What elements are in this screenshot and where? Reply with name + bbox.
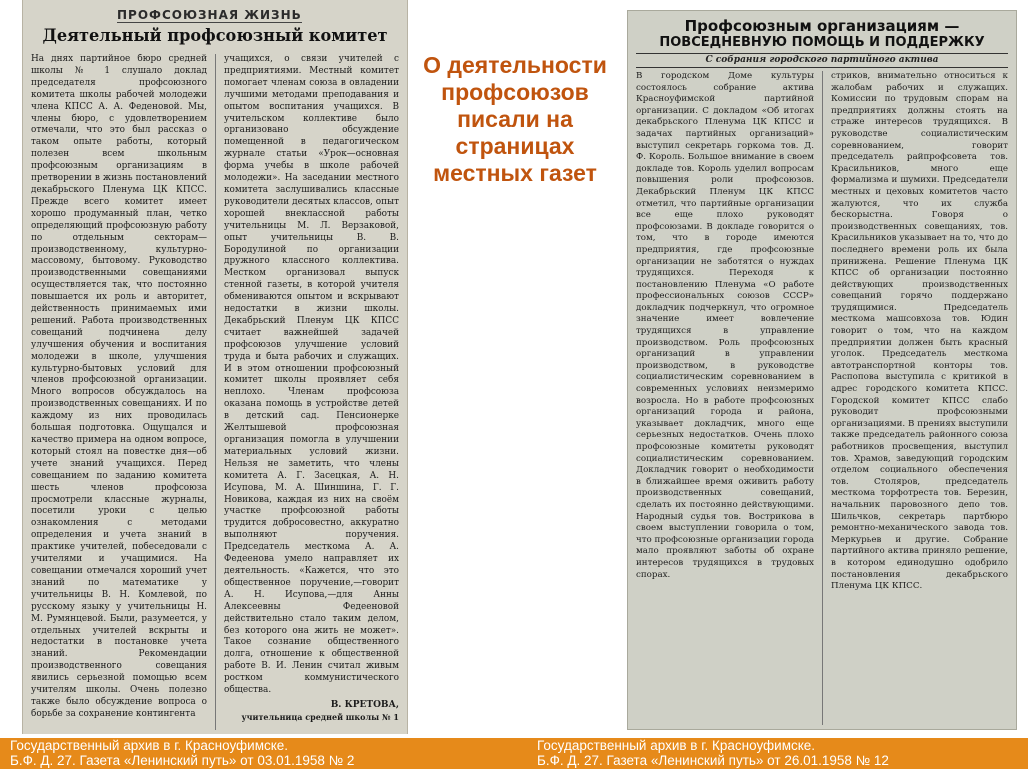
clipping-headline-line1: Профсоюзным организациям — <box>684 17 960 35</box>
clipping-headline: Деятельный профсоюзный комитет <box>42 26 388 46</box>
clipping-headline-line2: ПОВСЕДНЕВНУЮ ПОМОЩЬ И ПОДДЕРЖКУ <box>659 35 985 50</box>
source-right-line1: Государственный архив в г. Красноуфимске. <box>537 738 816 753</box>
rubric-profsoyuznaya-zhizn: ПРОФСОЮЗНАЯ ЖИЗНЬ <box>117 8 302 22</box>
column-divider <box>215 54 216 730</box>
source-left-line1: Государственный архив в г. Красноуфимске. <box>10 738 289 753</box>
article-column-1: На днях партийное бюро средней школы № 1 слушало доклад председателя профсоюзного комитета школы рабочей молодежи члена КПСС А. А. Феденовой. Мы, члены бюро, с удовлетворением отмечали, что это был рассказ о таком опыте работы, который полезен всем школьным профсоюзным организациям в претворении в жизнь постановлений декабрьского Пленума ЦК КПСС. Прежде всего комитет имеет хорошо продуманный план, четко определяющий профсоюзную работу по отдельным секторам—производственному, культурно-массовому, бытовому. Руководство производственными совещаниями осуществляется так, что постоянно повышается их роль и авторитет, действенность принимаемых ими решений. Работа производственных совещаний подчинена делу улучшения обучения и воспитания молодежи в школе, улучшения культурно-бытовых условий для членов профсоюзной организации. Много вопросов обсуждалось на производственных совещаниях. И по каждому из них проводилась большая подготовка. Ощущался и качество примера на одном вопросе, который стоял на повестке дня—об учете знаний учащихся. Перед совещанием по заданию комитета шесть членов профсоюза просмотрели классные журналы, посетили уроки с целью ознакомления с методами определения и учета знаний в практике учителей, побеседовали с учителями и учащимися. На совещании отмечался хороший учет знаний по математике у учительницы В. Н. Комлевой, по русскому языку у учительницы Н. М. Румянцевой. Были, разумеется, у отдельных учителей вскрыты и недостатки в постановке учета знаний. Рекомендации производственного совещания явились серьезной помощью всем учителям школы. Очень полезно также было обсуждение вопроса о борьбе за сохранение контингента <box>31 54 207 719</box>
newspaper-clipping-left <box>22 0 408 734</box>
slide-caption: О деятельности профсоюзов писали на страницах местных газет <box>423 52 607 186</box>
article-column-2: стриков, внимательно относиться к жалобам рабочих и служащих. Комиссии по трудовым спорам на предприятиях должны стоять на страже интересов трудящихся. В руководстве социалистическим соревнованием, говорит председатель райпрофсовета тов. Красильников, много еще формализма и шумихи. Председатели местных и цеховых комитетов часто жалуются, что их служба бескорыстна. Говоря о производственных совещаниях, тов. Красильников указывает на то, что до последнего времени роль их была принижена. Решение Пленума ЦК КПСС об организации постоянно действующих производственных совещаний горячо поддержано трудящимися. Председатель месткома машсовхоза тов. Юдин говорит о том, что на каждом предприятии должен быть красный уголок. Председатель месткома автотранспортной конторы тов. Распопова выступила с критикой в адрес городского комитета КПСС. Городской комитет КПСС слабо руководит профсоюзными организациями. В прениях выступили также председатель районного союза работников просвещения, выступил тов. Храмов, заведующий городским отделом социального обеспечения тов. Столяров, председатель месткома торфотреста тов. Березин, начальник паровозного депо тов. Шильчков, секретарь партбюро ремонтно-механического завода тов. Меркурьев и другие. Собрание партийного актива приняло решение, в котором единодушно одобрило постановления декабрьского Пленума ЦК КПСС. <box>830 71 1008 592</box>
clipping-subheading: С собрания городского партийного актива <box>636 53 1008 68</box>
article-author-role: учительница средней школы № 1 <box>241 711 399 722</box>
footer-bar <box>0 738 1028 769</box>
source-right-line2: Б.Ф. Д. 27. Газета «Ленинский путь» от 26.01.1958 № 12 <box>537 753 889 768</box>
newspaper-clipping-right <box>627 10 1017 730</box>
article-column-1: В городском Доме культуры состоялось собрание актива Красноуфимской партийной организации. С докладом «Об итогах декабрьского Пленума ЦК КПСС и задачах партийных организаций» выступил секретарь горкома тов. Д. Ф. Король. Большое внимание в своем докладе тов. Король уделил вопросам повышения роли профсоюзов. Декабрьский Пленум ЦК КПСС отметил, что партийные организации все еще плохо руководят профсоюзами. В докладе говорится о том, что в городе имеются предприятия, где профсоюзные организации не заботятся о нуждах трудящихся. Переходя к постановлению Пленума «О работе профессиональных союзов СССР» докладчик подчеркнул, что огромное значение имеет вовлечение трудящихся в управление производством. Роль профсоюзных организаций в управлении производством, в руководстве социалистическим соревнованием в современных условиях неизмеримо возросла. Но в работе профсоюзных организаций города и района, указывает докладчик, много еще серьезных недостатков. Очень плохо профсоюзные комитеты руководят социалистическим соревнованием. Докладчик говорит о необходимости в ближайшее время оживить работу производственных совещаний, сделать их постоянно действующими. Народный судья тов. Вострикова в своем выступлении говорила о том, что профсоюзные организации города мало проявляют заботы об охране интересов трудящихся в трудовых спорах. <box>636 71 814 580</box>
column-divider <box>822 71 823 725</box>
article-author: В. КРЕТОВА, <box>330 699 399 710</box>
source-left-line2: Б.Ф. Д. 27. Газета «Ленинский путь» от 03.01.1958 № 2 <box>10 753 355 768</box>
article-column-2: учащихся, о связи учителей с предприятиями. Местный комитет помогает членам союза в овладении лучшими методами преподавания и опытом воспитания учащихся. В учительском коллективе было организовано обсуждение помещенной в педагогическом журнале статьи «Урок—основная форма учебы в школе рабочей молодежи». На заседании местного комитета заслушивались классные руководители десятых классов, опыт хорошей внеклассной работы учительницы М. Л. Верзаковой, опыт учительницы В. В. Бородулиной по организации дружного классного коллектива. Местком организовал выпуск стенной газеты, в которой учителя обмениваются опытом и вскрывают недостатки в жизни школы. Декабрьский Пленум ЦК КПСС считает важнейшей задачей профсоюзов улучшение условий труда и быта рабочих и служащих. И в этом отношении профсоюзный комитет школы проявляет себя неплохо. Членам профсоюза оказана помощь в устройстве детей в детский сад. Пенсионерке Желтышевой профсоюзная организация помогла в улучшении материальных условий жизни. Нельзя не заметить, что члены комитета А. Г. Засецкая, А. Н. Исупова, М. А. Шиншина, Г. Г. Новикова, каждая из них на своём участке профсоюзной работы трудится добросовестно, аккуратно выполняют поручения. Председатель месткома А. А. Федеенова умело направляет их деятельность. «Кажется, что это общественное поручение,—говорит А. Н. Исупова,—для Анны Алексеевны Федееновой действительно стало таким делом, без которого она жить не может». Такое сознание общественного долга, отношение к общественной работе В. И. Ленин считал живым ростком коммунистического общества. <box>223 54 399 696</box>
